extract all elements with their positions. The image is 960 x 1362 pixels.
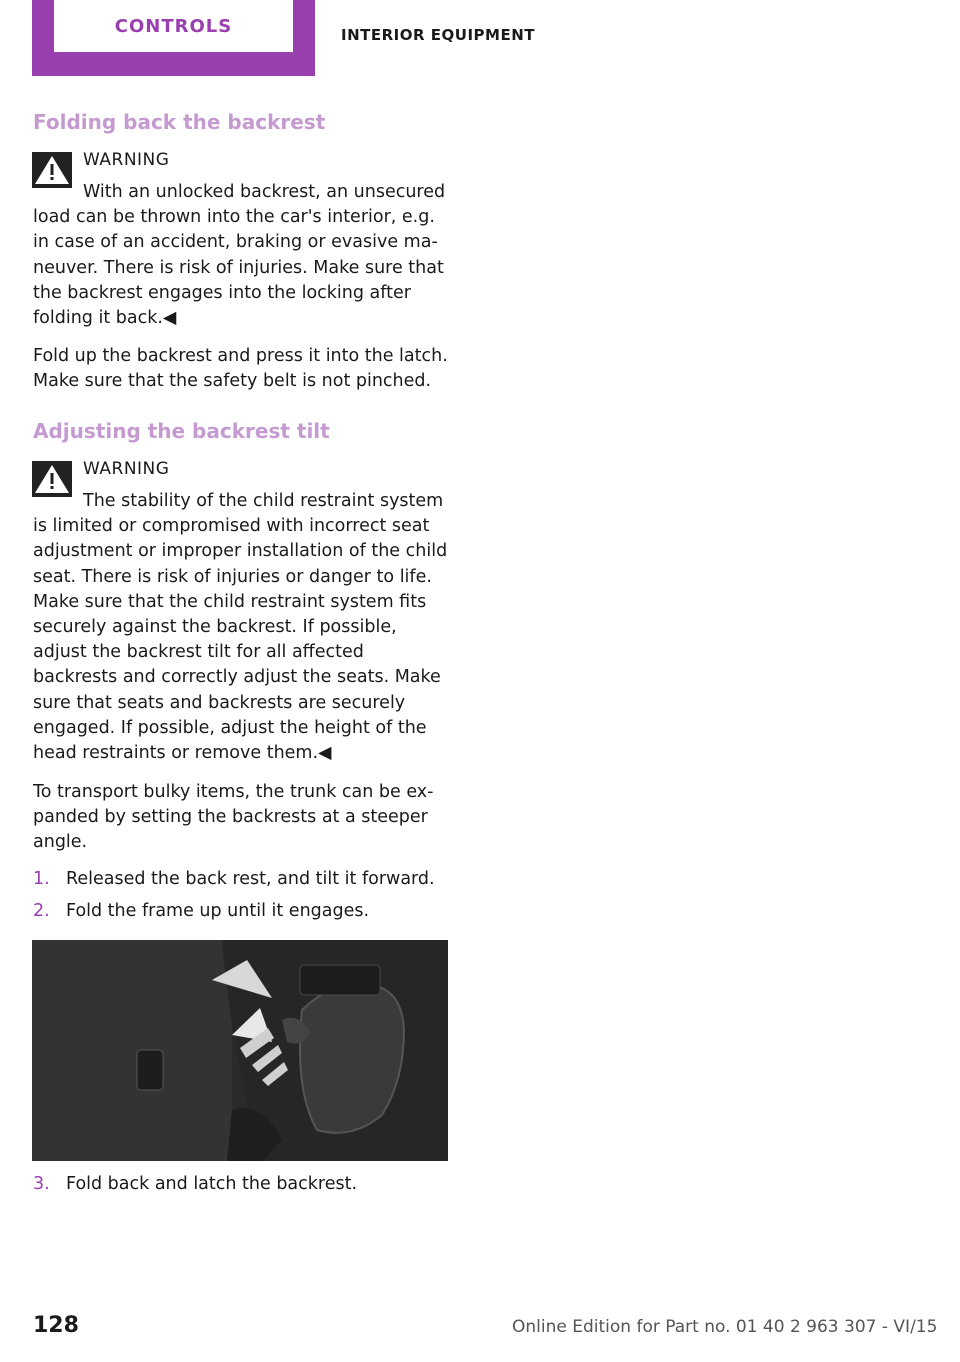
step-text: Fold back and latch the backrest. — [66, 1174, 358, 1194]
list-item — [33, 901, 369, 921]
step-number: 2. — [33, 901, 50, 921]
page-number: 128 — [33, 1313, 79, 1338]
step-text: Fold the frame up until it engages. — [66, 901, 370, 921]
body-paragraph: To transport bulky items, the trunk can be expanded by setting the backrests at a steeper angle. — [33, 782, 434, 853]
list-item — [33, 1174, 357, 1194]
warning-text: With an unlocked backrest, an unsecured load can be thrown into the car's interior, e.g. in case of an accident, braking or evasive maneuver. There is risk of injuries. Make sure that the backrest engages into the locking after folding it back.◀ — [33, 182, 446, 329]
chapter-tab — [32, 0, 315, 76]
step-number: 3. — [33, 1174, 50, 1194]
list-item — [33, 869, 435, 889]
step-number: 1. — [33, 869, 50, 889]
section-heading-folding-back: Folding back the backrest — [33, 110, 326, 134]
section-heading-backrest-tilt: Adjusting the backrest tilt — [33, 419, 330, 443]
section-header: INTERIOR EQUIPMENT — [341, 26, 535, 44]
chapter-tab-label: CONTROLS — [54, 0, 293, 52]
backrest-latch-photo — [32, 940, 448, 1161]
warning-text: The stability of the child restraint system is limited or compromised with incorrect seat adjustment or improper installation of the child seat. There is risk of injuries or danger to life. Make sure that the child restraint system fits securely against the backrest. If possible, adjust the backrest tilt for all affected backrests and correctly adjust the seats. Make sure that seats and backrests are securely engaged. If possible, adjust the height of the head restraints or remove them.◀ — [33, 491, 448, 764]
step-text: Released the back rest, and tilt it forward. — [66, 869, 435, 889]
body-paragraph: Fold up the backrest and press it into the latch. Make sure that the safety belt is not pinched. — [33, 346, 448, 392]
edition-footer: Online Edition for Part no. 01 40 2 963 307 - VI/15 — [512, 1317, 938, 1337]
warning-label: WARNING — [83, 459, 170, 479]
warning-label: WARNING — [83, 150, 170, 170]
